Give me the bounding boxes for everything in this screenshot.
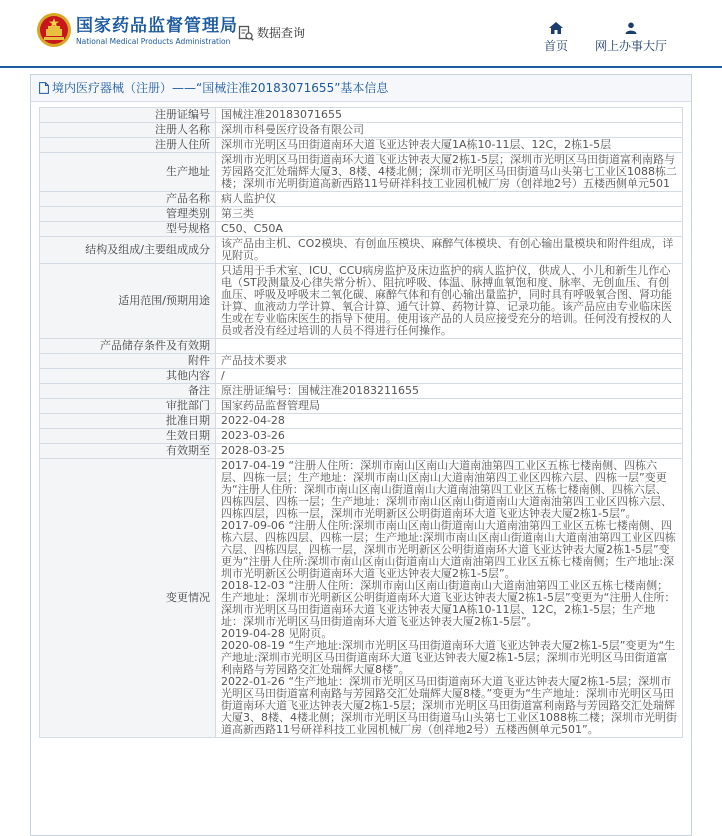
data-query-icon: [238, 25, 254, 41]
field-value: C50、C50A: [216, 222, 683, 237]
info-row: [40, 153, 683, 192]
field-value: 只适用于手术室、ICU、CCU病房监护及床边监护的病人监护仪，供成人、小儿和新生儿作心电（ST段测量及心律失常分析）、阻抗呼吸、体温、脉搏血氧饱和度、脉率、无创血压、有创血压、呼吸及呼吸末二氧化碳、麻醉气体和有创心输出量监护，同时具有呼吸氧合图、肾功能计算、血液动力学计算、氧合计算、通气计算、药物计算、记录功能。该产品应由专业临床医生或在专业临床医生的指导下使用。使用该产品的人员应接受充分的培训。任何没有授权的人员或者没有经过培训的人员不得进行任何操作。: [216, 264, 683, 339]
field-label: 审批部门: [40, 399, 216, 414]
field-value: 深圳市光明区马田街道南环大道飞亚达钟表大厦2栋1-5层；深圳市光明区马田街道富利南路与芳园路交汇处瑞辉大厦3、8楼、4楼北侧；深圳市光明区马田街道马山头第七工业区1088栋二楼；深圳市光明街道高新西路11号研祥科技工业园机械厂房（创祥地2号）五楼西侧单元501: [216, 153, 683, 192]
field-label: 适用范围/预期用途: [40, 264, 216, 339]
field-label: 产品名称: [40, 192, 216, 207]
field-value: 第三类: [216, 207, 683, 222]
field-value: 2022-04-28: [216, 414, 683, 429]
field-label: 注册证编号: [40, 108, 216, 123]
nav-home-label: 首页: [544, 39, 569, 53]
field-label: 管理类别: [40, 207, 216, 222]
site-header: [0, 0, 722, 68]
field-value: 国家药品监督管理局: [216, 399, 683, 414]
national-emblem-logo[interactable]: [36, 12, 72, 48]
info-row: [40, 264, 683, 339]
field-value: 2028-03-25: [216, 444, 683, 459]
field-label: 生效日期: [40, 429, 216, 444]
field-value: 病人监护仪: [216, 192, 683, 207]
info-row: [40, 237, 683, 264]
field-value: 深圳市科曼医疗设备有限公司: [216, 123, 683, 138]
field-label: 备注: [40, 384, 216, 399]
field-value: /: [216, 369, 683, 384]
info-row: [40, 459, 683, 738]
info-row: [40, 444, 683, 459]
site-title-en: National Medical Products Administration: [76, 37, 231, 46]
info-row: [40, 222, 683, 237]
field-label: 结构及组成/主要组成成分: [40, 237, 216, 264]
field-label: 生产地址: [40, 153, 216, 192]
info-row: [40, 108, 683, 123]
info-row: [40, 369, 683, 384]
data-query-label: 数据查询: [257, 26, 306, 40]
field-value: 深圳市光明区马田街道南环大道飞亚达钟表大厦1A栋10-11层、12C，2栋1-5层: [216, 138, 683, 153]
info-table: [39, 107, 683, 738]
info-table-wrap: [39, 107, 683, 738]
nav-home[interactable]: [544, 22, 568, 54]
info-row: [40, 192, 683, 207]
field-value: 该产品由主机、CO2模块、有创血压模块、麻醉气体模块、有创心输出量模块和附件组成，详见附页。: [216, 237, 683, 264]
field-value: 国械注准20183071655: [216, 108, 683, 123]
detail-panel: [30, 74, 692, 836]
field-label: 其他内容: [40, 369, 216, 384]
field-label: 变更情况: [40, 459, 216, 738]
site-title-cn: 国家药品监督管理局: [76, 16, 238, 36]
info-row: [40, 384, 683, 399]
info-row: [40, 207, 683, 222]
field-label: 附件: [40, 354, 216, 369]
breadcrumb: [31, 75, 691, 102]
nav-online-hall-label: 网上办事大厅: [595, 39, 668, 53]
info-row: [40, 123, 683, 138]
field-value: 原注册证编号：国械注准20183211655: [216, 384, 683, 399]
info-row: [40, 138, 683, 153]
data-query-link[interactable]: [238, 24, 305, 41]
field-value: [216, 339, 683, 354]
user-icon: [625, 22, 637, 34]
field-value: 2017-04-19 “注册人住所：深圳市南山区南山大道南油第四工业区五栋七楼南侧、四栋六层、四栋一层；生产地址：深圳市南山区南山大道南油第四工业区四栋六层、四栋一层”变更为“注册人住所：深圳市南山区南山街道南山大道南油第四工业区五栋七楼南侧、四栋六层、四栋四层、四栋一层；生产地址：深圳市南山区南山街道南山大道南油第四工业区四栋六层、四栋四层，四栋一层，深圳市光明新区公明街道南环大道飞亚达钟表大厦2栋1-5层”。 2017-09-06 “注册人住所:深圳市南山区南山街道南山大道南油第四工业区五栋七楼南侧、四栋六层、四栋四层、四栋一层；生产地址:深圳市南山区南山街道南山大道南油第四工业区四栋六层、四栋四层，四栋一层，深圳市光明新区公明街道南环大道飞亚达钟表大厦2栋1-5层”变更为“注册人住所:深圳市南山区南山街道南山大道南油第四工业区五栋七楼南侧；生产地址:深圳市光明新区公明街道南环大道飞亚达钟表大厦2栋1-5层”。 2018-12-03 “注册人住所：深圳市南山区南山街道南山大道南油第四工业区五栋七楼南侧；生产地址：深圳市光明新区公明街道南环大道飞亚达钟表大厦2栋1-5层”变更为“注册人住所：深圳市光明区马田街道南环大道飞亚达钟表大厦1A栋10-11层、12C，2栋1-5层；生产地址：深圳市光明区马田街道南环大道飞亚达钟表大厦2栋1-5层”。 2019-04-28 见附页。 2020-08-19 “生产地址:深圳市光明区马田街道南环大道飞亚达钟表大厦2栋1-5层”变更为“生产地址:深圳市光明区马田街道南环大道飞亚达钟表大厦2栋1-5层；深圳市光明区马田街道富利南路与芳园路交汇处瑞辉大厦8楼”。 2022-01-26 “生产地址：深圳市光明区马田街道南环大道飞亚达钟表大厦2栋1-5层；深圳市光明区马田街道富利南路与芳园路交汇处瑞辉大厦8楼。”变更为“生产地址：深圳市光明区马田街道南环大道飞亚达钟表大厦2栋1-5层；深圳市光明区马田街道富利南路与芳园路交汇处瑞辉大厦3、8楼、4楼北侧；深圳市光明区马田街道马山头第七工业区1088栋二楼；深圳市光明街道高新西路11号研祥科技工业园机械厂房（创祥地2号）五楼西侧单元501”。: [216, 459, 683, 738]
nav-online-hall[interactable]: [595, 22, 667, 54]
home-icon: [549, 22, 563, 34]
info-row: [40, 429, 683, 444]
info-row: [40, 354, 683, 369]
field-label: 产品储存条件及有效期: [40, 339, 216, 354]
field-value: 产品技术要求: [216, 354, 683, 369]
field-label: 批准日期: [40, 414, 216, 429]
site-brand[interactable]: [76, 16, 238, 47]
document-icon: [39, 82, 49, 94]
info-row: [40, 399, 683, 414]
field-label: 有效期至: [40, 444, 216, 459]
field-label: 注册人名称: [40, 123, 216, 138]
field-label: 注册人住所: [40, 138, 216, 153]
field-label: 型号规格: [40, 222, 216, 237]
info-row: [40, 339, 683, 354]
field-value: 2023-03-26: [216, 429, 683, 444]
breadcrumb-text: 境内医疗器械（注册）——“国械注准20183071655”基本信息: [52, 81, 389, 95]
info-row: [40, 414, 683, 429]
